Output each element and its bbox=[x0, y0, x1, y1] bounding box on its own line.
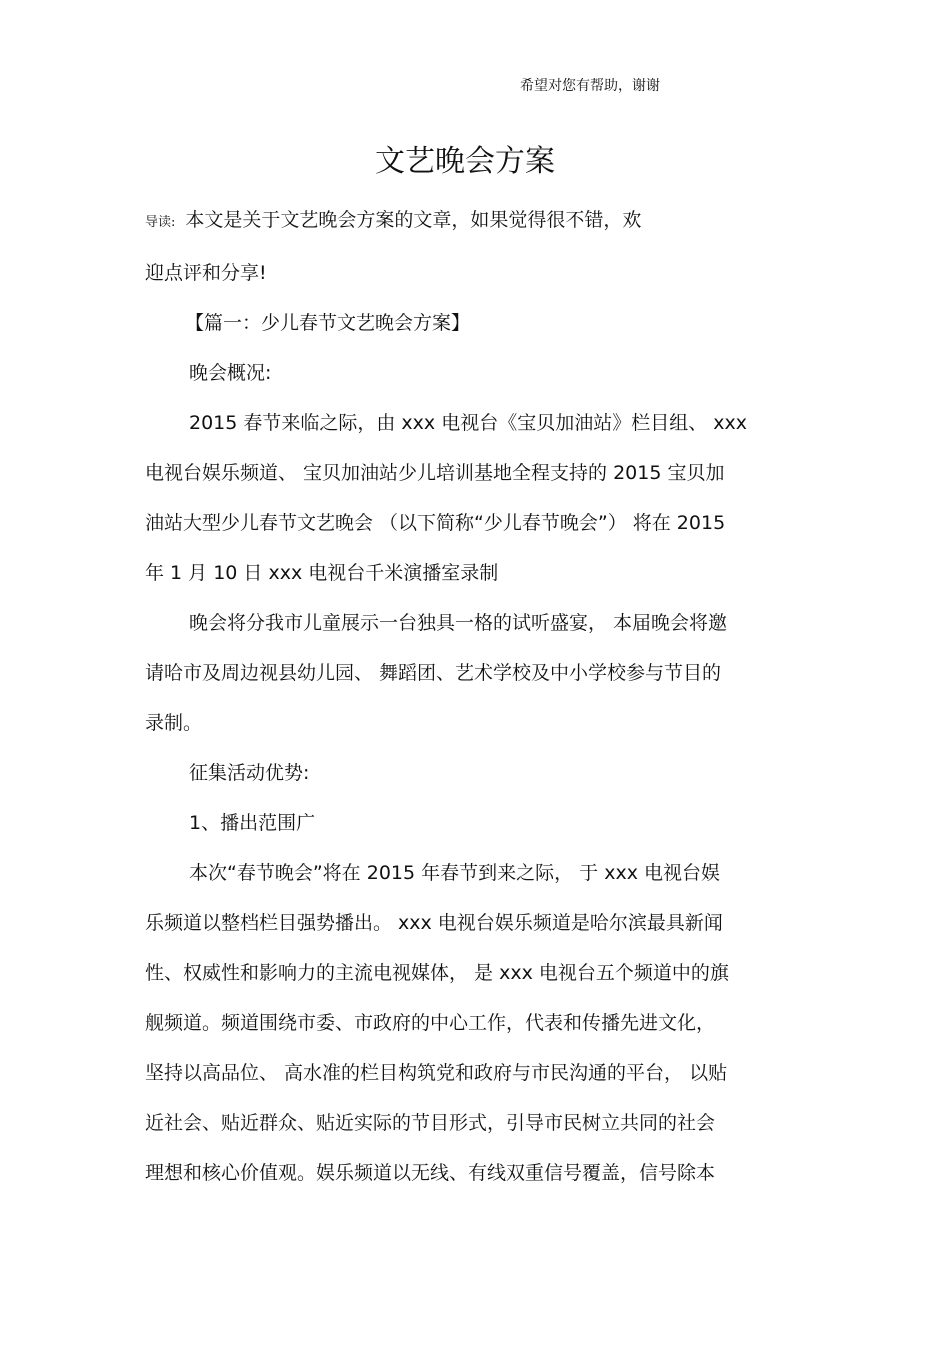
document-title: 文艺晚会方案 bbox=[375, 144, 555, 179]
section-title-text: 【篇一：少儿春节文艺晚会方案】 bbox=[185, 312, 471, 334]
point1-line: 舰频道。频道围绕市委、市政府的中心工作，代表和传播先进文化， bbox=[145, 1012, 716, 1034]
header-note: 希望对您有帮助，谢谢 bbox=[520, 78, 660, 94]
point1-line: 理想和核心价值观。娱乐频道以无线、有线双重信号覆盖，信号除本 bbox=[145, 1162, 716, 1184]
section-title bbox=[145, 298, 807, 348]
overview-line: 年 1 月 10 日 xxx 电视台千米演播室录制 bbox=[145, 562, 499, 584]
lead-line-1 bbox=[145, 195, 807, 248]
lead-paragraph bbox=[145, 195, 807, 298]
advantage-heading bbox=[145, 748, 807, 798]
lead-line-2: 迎点评和分享! bbox=[145, 262, 267, 284]
overview-paragraph bbox=[145, 398, 807, 598]
point1-line: 坚持以高品位、 高水准的栏目构筑党和政府与市民沟通的平台， 以贴 bbox=[145, 1062, 728, 1084]
lead-text-1: 本文是关于文艺晚会方案的文章，如果觉得很不错，欢 bbox=[185, 209, 642, 231]
point1-paragraph bbox=[145, 848, 807, 1198]
overview-heading-text: 晚会概况: bbox=[189, 362, 272, 384]
invite-line: 录制。 bbox=[145, 712, 203, 734]
invite-line: 请哈市及周边视县幼儿园、 舞蹈团、艺术学校及中小学校参与节目的 bbox=[145, 662, 722, 684]
advantage-heading-text: 征集活动优势: bbox=[189, 762, 310, 784]
point1-heading bbox=[145, 798, 807, 848]
point1-line: 本次“春节晚会”将在 2015 年春节到来之际， 于 xxx 电视台娱 bbox=[189, 862, 720, 884]
overview-line: 油站大型少儿春节文艺晚会 （以下简称“少儿春节晚会”） 将在 2015 bbox=[145, 512, 726, 534]
overview-line: 2015 春节来临之际，由 xxx 电视台《宝贝加油站》栏目组、 xxx bbox=[189, 412, 747, 434]
overview-heading bbox=[145, 348, 807, 398]
document-body bbox=[145, 195, 807, 1198]
lead-label: 导读: bbox=[145, 215, 176, 230]
point1-line: 乐频道以整档栏目强势播出。 xxx 电视台娱乐频道是哈尔滨最具新闻 bbox=[145, 912, 723, 934]
overview-line: 电视台娱乐频道、 宝贝加油站少儿培训基地全程支持的 2015 宝贝加 bbox=[145, 462, 725, 484]
point1-line: 性、权威性和影响力的主流电视媒体， 是 xxx 电视台五个频道中的旗 bbox=[145, 962, 729, 984]
invite-line: 晚会将分我市儿童展示一台独具一格的试听盛宴， 本届晚会将邀 bbox=[189, 612, 728, 634]
point1-line: 近社会、贴近群众、贴近实际的节目形式，引导市民树立共同的社会 bbox=[145, 1112, 716, 1134]
invite-paragraph bbox=[145, 598, 807, 748]
point1-heading-text: 1、播出范围广 bbox=[189, 812, 316, 834]
